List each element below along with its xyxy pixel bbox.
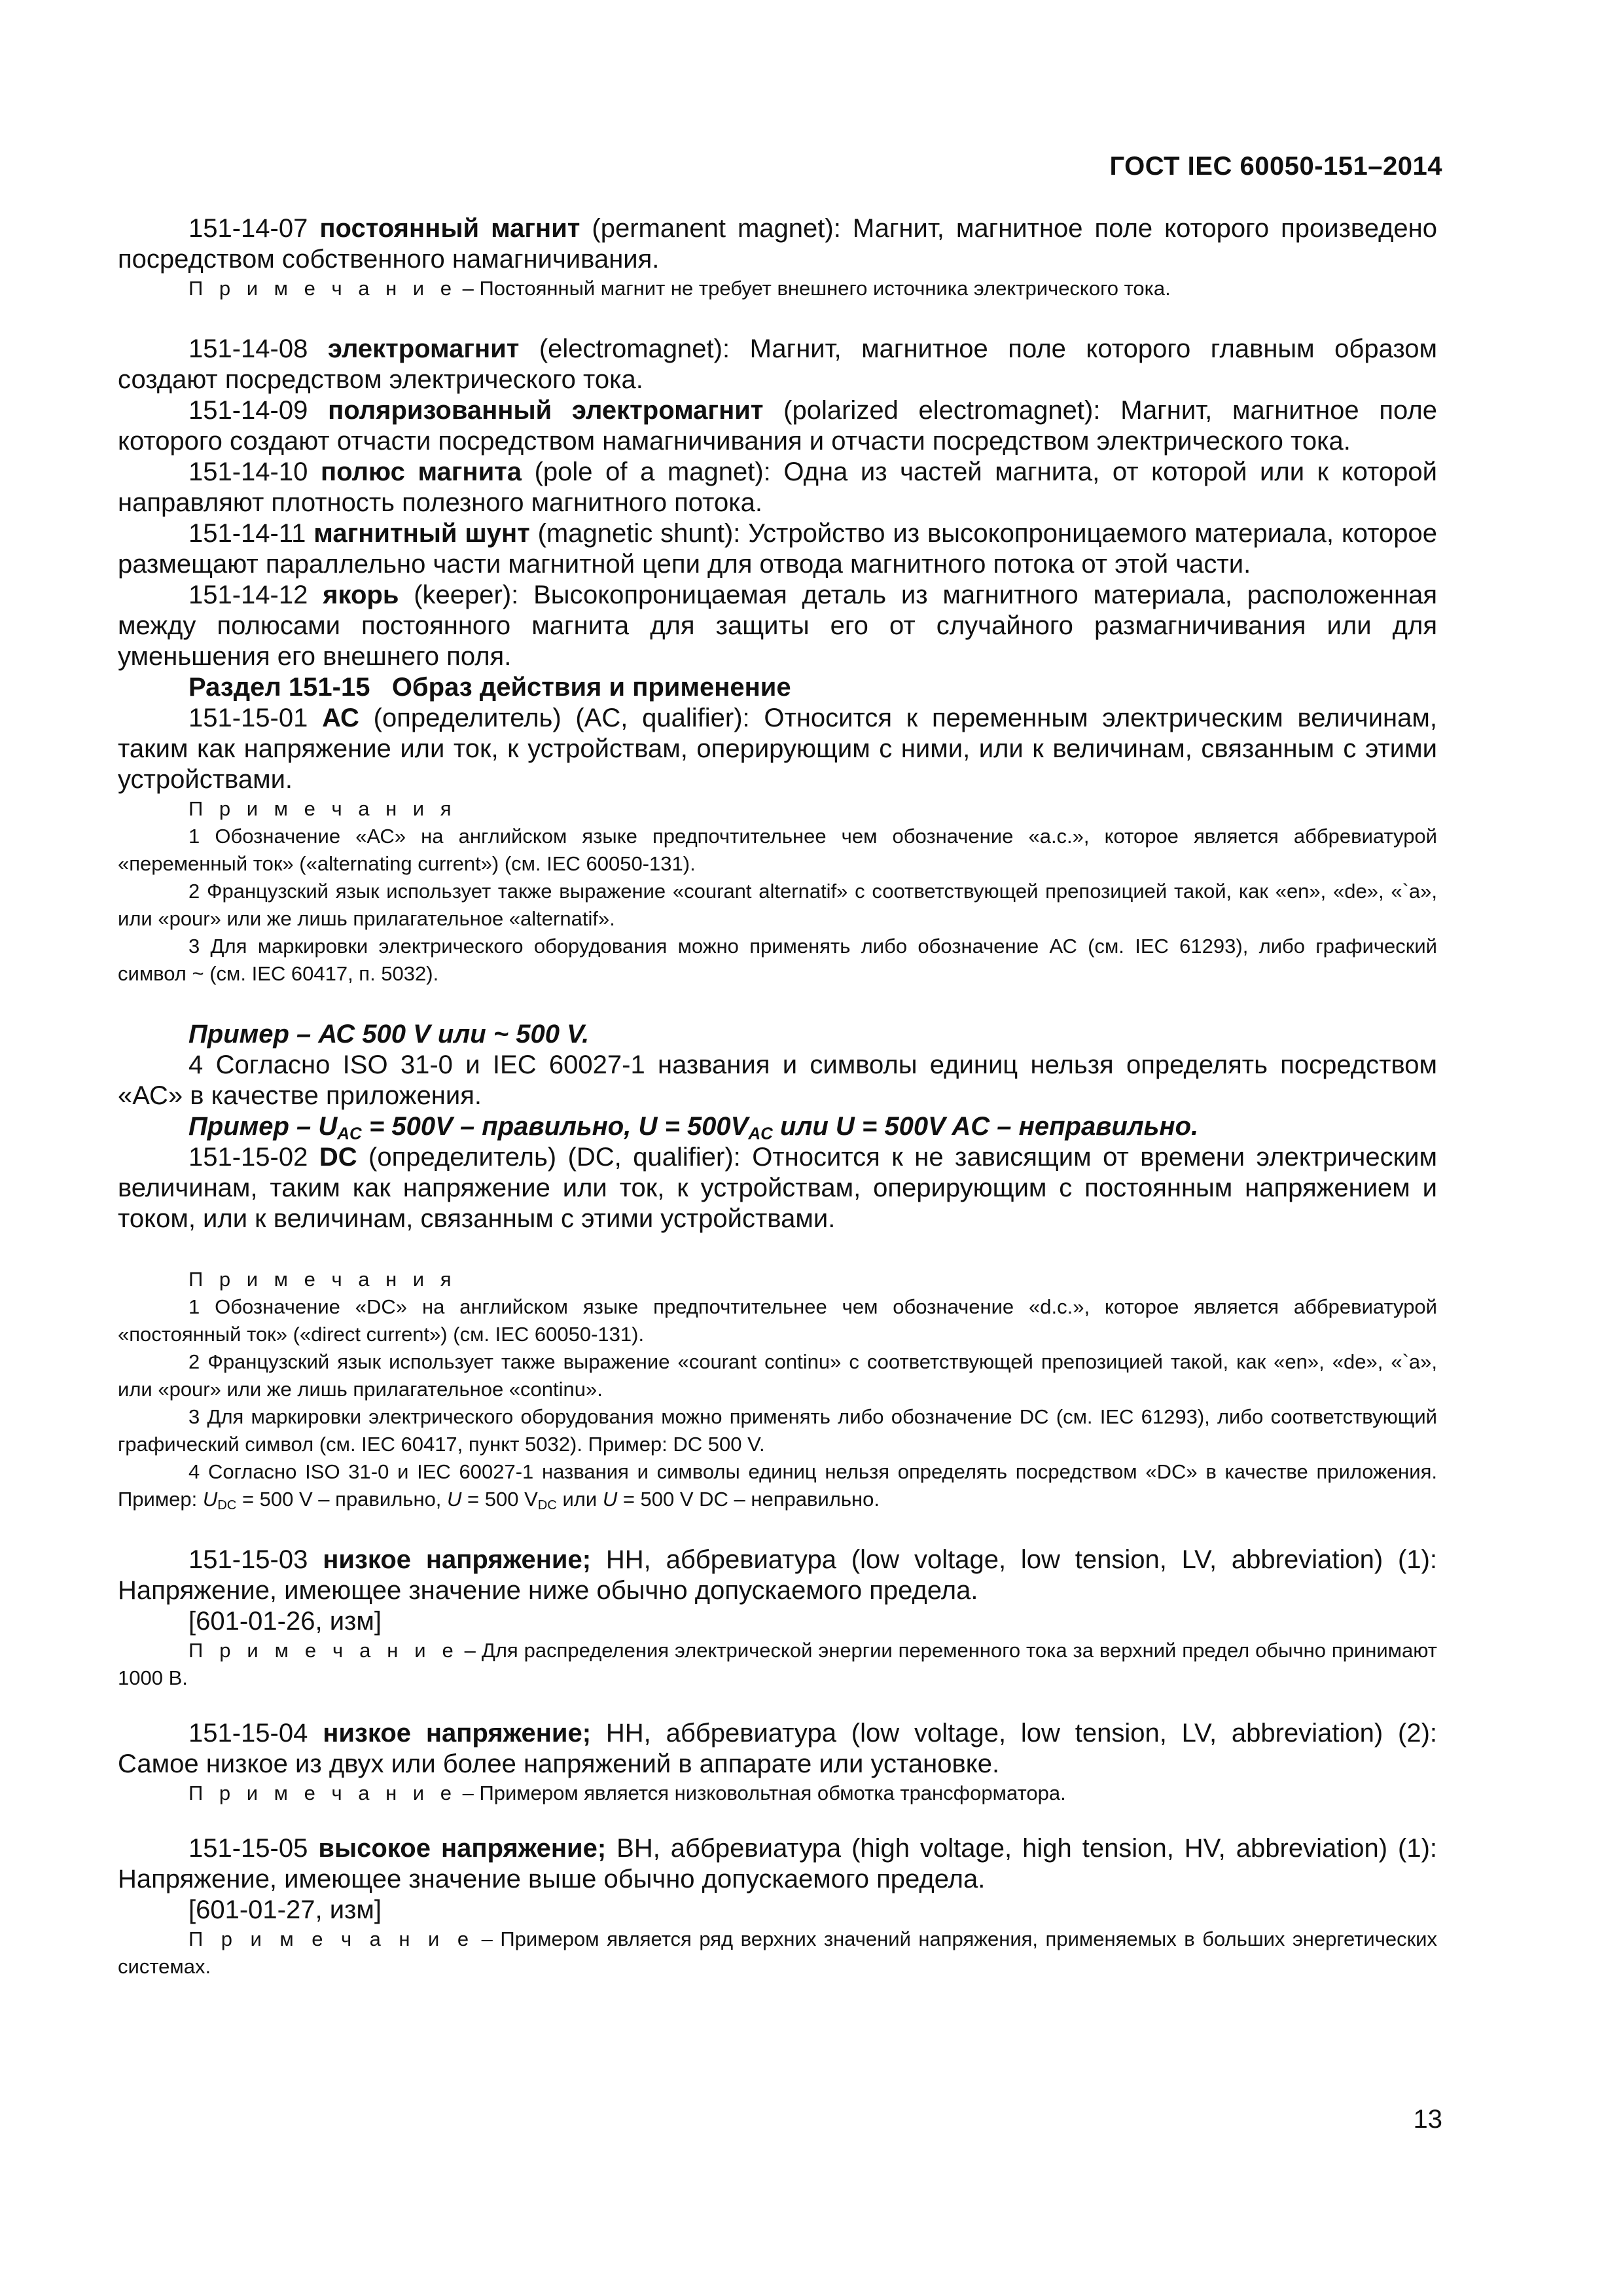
- term-151-15-05: [118, 1833, 1437, 1895]
- term-number: 151-15-02: [188, 1143, 308, 1172]
- note-text: = 500 V DC – неправильно.: [617, 1488, 880, 1511]
- term-151-14-11: [118, 518, 1437, 580]
- term-151-14-07: [118, 213, 1437, 275]
- note-2: 2 Французский язык использует также выражение «courant alternatif» с соответствующей препозицией такой, как «en», «de», «`a», или «pour» или же лишь прилагательное «alternatif».: [118, 880, 1437, 930]
- note-text: – Для распределения электрической энергии переменного тока за верхний предел обычно принимают 1000 В.: [118, 1639, 1437, 1689]
- term-151-15-02: [118, 1142, 1437, 1234]
- term-definition: НН, аббревиатура (low voltage, low tension, LV, abbreviation) (1): Напряжение, имеющее значение ниже обычно допускаемого предела.: [118, 1545, 1438, 1605]
- note-3: 3 Для маркировки электрического оборудования можно применять либо обозначение АС (см. IEC 61293), либо графический символ ~ (см. IEC 60417, п. 5032).: [118, 935, 1437, 985]
- note-text: 4 Согласно ISO 31-0 и IEC 60027-1 названия и символы единиц нельзя определять посредством «DC» в качестве приложения. Пример:: [118, 1460, 1437, 1511]
- note-151-15-03: [118, 1637, 1437, 1692]
- example-2: [118, 1111, 1437, 1142]
- note-3: 3 Для маркировки электрического оборудования можно применять либо обозначение DC (см. IEC 61293), либо соответствующий графический символ (см. IEC 60417, пункт 5032). Пример: DC 500 V.: [118, 1405, 1437, 1456]
- note-1: 1 Обозначение «DC» на английском языке предпочтительнее чем обозначение «d.c.», которое является аббревиатурой «постоянный ток» («direct current») (см. IEC 60050-131).: [118, 1295, 1437, 1346]
- term-151-15-03: [118, 1545, 1437, 1606]
- term-151-15-04: [118, 1718, 1437, 1780]
- term-151-14-10: [118, 457, 1437, 518]
- example-text: или U = 500V AC – неправильно.: [772, 1112, 1199, 1141]
- term-number: 151-14-08: [188, 334, 308, 363]
- term-name: DC: [319, 1143, 357, 1172]
- note-label: П р и м е ч а н и е: [188, 277, 457, 300]
- note-label: П р и м е ч а н и е: [188, 1639, 459, 1662]
- term-number: 151-14-09: [188, 396, 308, 425]
- example-1: Пример – АС 500 V или ~ 500 V.: [188, 1020, 590, 1049]
- term-number: 151-15-05: [188, 1834, 308, 1863]
- term-definition: (keeper): Высокопроницаемая деталь из магнитного материала, расположенная между полюсами постоянного магнита для защиты его от случайного размагничивания или для уменьшения его внешнего поля.: [118, 581, 1437, 671]
- term-name: магнитный шунт: [313, 519, 530, 548]
- note-151-14-07: [118, 275, 1437, 302]
- note-label: П р и м е ч а н и е: [188, 1782, 457, 1804]
- note-text: – Примером является низковольтная обмотка трансформатора.: [456, 1782, 1066, 1804]
- term-name: электромагнит: [327, 334, 520, 363]
- subscript: AC: [337, 1123, 362, 1143]
- term-name: полюс магнита: [320, 457, 522, 486]
- term-number: 151-15-04: [188, 1719, 308, 1748]
- term-151-15-01: [118, 703, 1437, 795]
- term-number: 151-14-10: [188, 457, 308, 486]
- symbol: U: [602, 1488, 618, 1511]
- term-definition: НН, аббревиатура (low voltage, low tension, LV, abbreviation) (2): Самое низкое из двух или более напряжений в аппарате или установке.: [118, 1719, 1438, 1778]
- term-name: поляризованный электромагнит: [328, 396, 764, 425]
- example-text: Пример – U: [188, 1112, 338, 1141]
- note-4: [118, 1458, 1437, 1513]
- symbol: U: [202, 1488, 218, 1511]
- reference: [601-01-27, изм]: [188, 1895, 382, 1924]
- term-definition: (определитель) (DC, qualifier): Относится к не зависящим от времени электрическим величинам, таким как напряжение или ток, к устройствам, оперирующим с постоянным напряжением и током, или к величинам, связанным с этими устройствами.: [118, 1143, 1437, 1233]
- term-name: низкое напряжение;: [323, 1545, 592, 1574]
- term-definition: (pole of a magnet): Одна из частей магнита, от которой или к которой направляют плотность полезного магнитного потока.: [118, 457, 1437, 517]
- document-body: [118, 213, 1437, 1981]
- notes-label: П р и м е ч а н и я: [188, 797, 457, 820]
- note-text: – Постоянный магнит не требует внешнего источника электрического тока.: [456, 277, 1171, 300]
- term-name: якорь: [323, 581, 399, 609]
- note-text: или: [556, 1488, 603, 1511]
- symbol: U: [447, 1488, 462, 1511]
- reference: [601-01-26, изм]: [188, 1607, 382, 1636]
- note-text: – Примером является ряд верхних значений напряжения, применяемых в больших энергетических системах.: [118, 1928, 1437, 1978]
- note-151-15-05: [118, 1926, 1437, 1981]
- note-text: = 500 V – правильно,: [236, 1488, 448, 1511]
- term-151-14-12: [118, 580, 1437, 672]
- note-label: П р и м е ч а н и е: [188, 1928, 474, 1950]
- term-definition: (permanent magnet): Магнит, магнитное поле которого произведено посредством собственного намагничивания.: [118, 214, 1437, 274]
- section-heading: Раздел 151-15 Образ действия и применение: [188, 673, 791, 702]
- note-4: 4 Согласно ISO 31-0 и IEC 60027-1 названия и символы единиц нельзя определять посредством «АС» в качестве приложения.: [118, 1050, 1437, 1110]
- example-text: = 500V – правильно, U = 500V: [361, 1112, 749, 1141]
- page-number: 13: [1413, 2105, 1442, 2134]
- term-number: 151-14-07: [188, 214, 308, 243]
- term-definition: ВН, аббревиатура (high voltage, high tension, HV, abbreviation) (1): Напряжение, имеющее значение выше обычно допускаемого предела.: [118, 1834, 1437, 1893]
- note-text: = 500 V: [461, 1488, 538, 1511]
- term-name: высокое напряжение;: [318, 1834, 607, 1863]
- document-header: ГОСТ IEC 60050-151–2014: [1109, 152, 1442, 181]
- note-2: 2 Французский язык использует также выражение «courant continu» с соответствующей препозицией такой, как «en», «de», «`a», или «pour» или же лишь прилагательное «continu».: [118, 1350, 1437, 1401]
- term-definition: (определитель) (AC, qualifier): Относится к переменным электрическим величинам, таким как напряжение или ток, к устройствам, оперирующим с ними, или к величинам, связанным с этими устройствами.: [118, 704, 1437, 794]
- subscript: DC: [537, 1498, 557, 1513]
- term-definition: (electromagnet): Магнит, магнитное поле которого главным образом создают посредством электрического тока.: [118, 334, 1437, 394]
- subscript: DC: [217, 1498, 237, 1513]
- note-1: 1 Обозначение «АС» на английском языке предпочтительнее чем обозначение «а.с.», которое является аббревиатурой «переменный ток» («alternating current») (см. IEC 60050-131).: [118, 825, 1437, 875]
- term-number: 151-15-01: [188, 704, 308, 732]
- term-name: постоянный магнит: [319, 214, 580, 243]
- term-151-14-09: [118, 395, 1437, 457]
- subscript: AC: [748, 1123, 773, 1143]
- term-definition: (magnetic shunt): Устройство из высокопроницаемого материала, которое размещают параллельно части магнитной цепи для отвода магнитного потока от этой части.: [118, 519, 1437, 579]
- term-number: 151-15-03: [188, 1545, 308, 1574]
- term-151-14-08: [118, 334, 1437, 395]
- note-151-15-04: [118, 1780, 1437, 1807]
- term-number: 151-14-11: [188, 519, 306, 548]
- term-definition: (polarized electromagnet): Магнит, магнитное поле которого создают отчасти посредством намагничивания и отчасти посредством электрического тока.: [118, 396, 1437, 456]
- term-name: АС: [322, 704, 359, 732]
- notes-label: П р и м е ч а н и я: [188, 1268, 457, 1291]
- term-number: 151-14-12: [188, 581, 308, 609]
- term-name: низкое напряжение;: [323, 1719, 592, 1748]
